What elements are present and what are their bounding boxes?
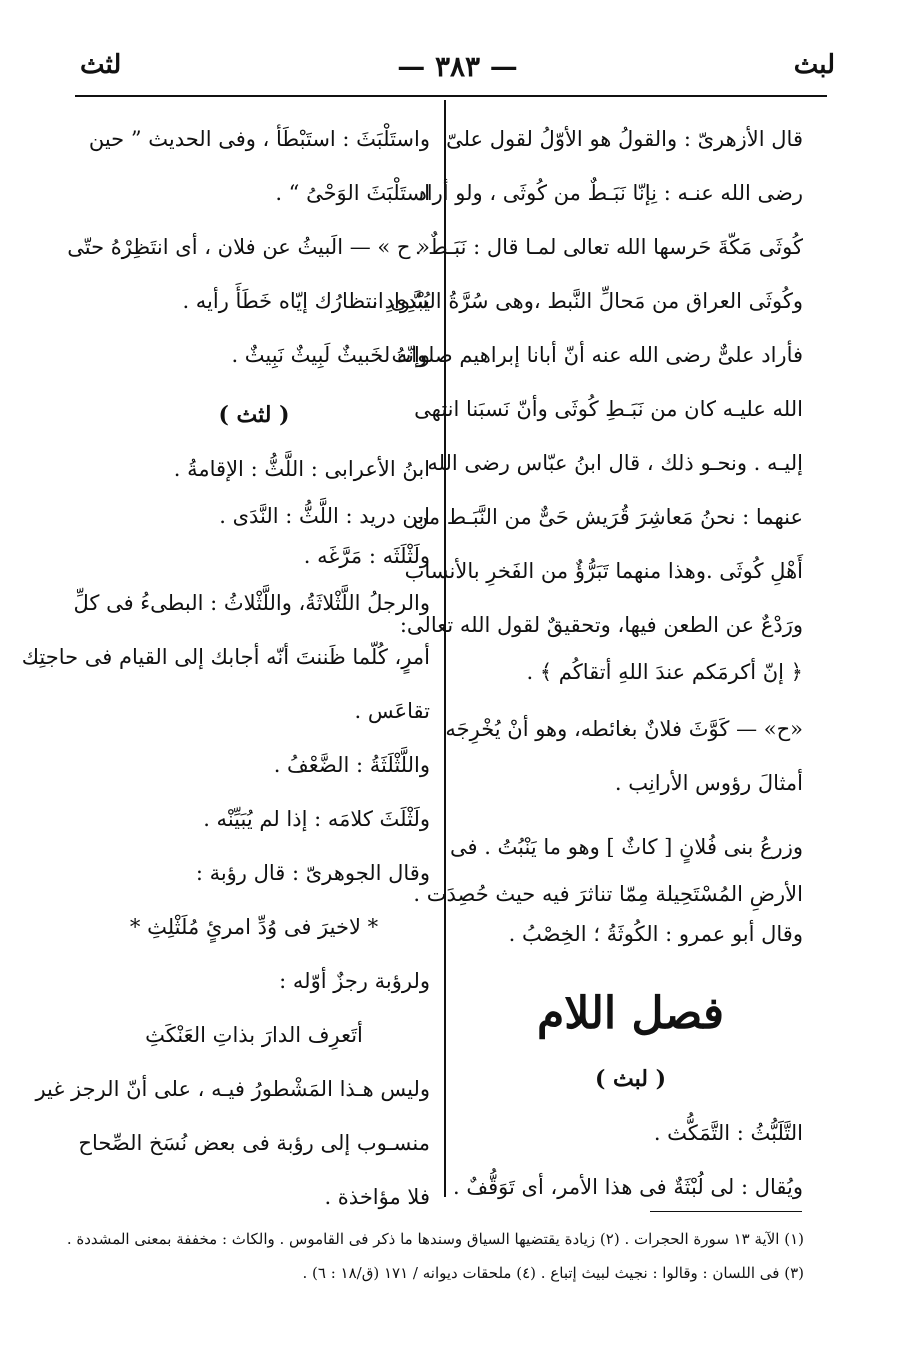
left-column (21, 112, 430, 1224)
text-line: الله عليـه كان من نَبَـطِ كُوثَى وأنّ نَسبَنا انتهى (414, 397, 803, 421)
header-root-word-right: لبث (793, 50, 835, 80)
footnotes (66, 1222, 804, 1290)
footnote-line: (٣) فى اللسان : وقالوا : نجيث لبيث إتباع . (٤) ملحقات ديوانه / ١٧١ (ق/١٨ : ٦) . (302, 1264, 804, 1282)
text-line: قال الأزهرىّ : والقولُ هو الأوّلُ لقول علىّ (446, 127, 803, 151)
text-line: وزرعُ بنى فُلانٍ [ كاثٌ ] وهو ما يَنْبُتُ . فى (449, 835, 803, 859)
entry-heading: ( لبث ) (594, 1066, 667, 1092)
text-line: عنهما : نحنُ مَعاشِرَ قُرَيش حَىٌّ من النَّبَـط من (412, 505, 803, 529)
text-line: منسـوب إلى رؤبة فى بعض نُسَخ الصِّحاح (78, 1131, 430, 1155)
text-line: وإنّه لخَبيثٌ لَبِيثٌ نَبِيثٌ . (231, 343, 430, 367)
text-line: وليس هـذا المَشْطورُ فيـه ، على أنّ الرجز غير (35, 1077, 430, 1101)
header-root-word-left: لثث (80, 50, 122, 80)
text-line: التَّلَبُّثُ : التَّمَكُّث . (653, 1121, 803, 1145)
text-line: والرجلُ اللَّثْلاثَةُ، واللَّثْلاثُ : البطىءُ فى كلِّ (73, 591, 430, 615)
text-line: رضى الله عنـه : نِإنّا نَبَـطٌ من كُوثَى ، ولو أراد (417, 181, 803, 205)
quran-verse: ﴿ إنّ أكرمَكم عندَ اللهِ أتقاكُم ﴾ . (526, 660, 803, 684)
text-line: فلا مؤاخذة . (324, 1185, 430, 1209)
text-line: إليـه . ونحـو ذلك ، قال ابنُ عبّاس رضى الله (427, 451, 803, 475)
text-line: وقال أبو عمرو : الكُوثَةُ ؛ الخِصْبُ . (508, 922, 803, 946)
text-line: كُوثَى مَكّةَ حَرسها الله تعالى لمـا قال : نَبَـطٌ . (414, 235, 803, 259)
text-line: ابنُ الأعرابى : اللَّثُّ : الإقامةُ . (173, 457, 430, 481)
text-line: أمرٍ، كُلّما ظَننتَ أنّه أجابك إلى القيام فى حاجتِك (21, 645, 430, 669)
text-line: أَهْلِ كُوثَى .وهذا منهما تَبَرُّؤٌ من الفَخرِ بالأنساب (404, 559, 803, 583)
text-line: ابن دريد : اللَّثُّ : النَّدَى . (219, 504, 430, 528)
text-line: ولرؤبة رجزٌ أوّله : (279, 969, 430, 993)
text-line: ولَثْلَثَه : مَرَّغَه . (303, 544, 430, 568)
text-line: «ح» — كَوَّثَ فلانٌ بغائطه، وهو أنْ يُخْرِجَه (445, 717, 803, 741)
footnote-rule (650, 1211, 802, 1212)
text-line: ويُقال : لى لُبْثَةٌ فى هذا الأمر، أى تَوَقُّفٌ . (453, 1175, 803, 1199)
footnote-line: (١) الآية ١٣ سورة الحجرات . (٢) زيادة يقتضيها السياق وسندها ما ذكر فى القاموس . والكاث : مخففة بمعنى المشددة . (66, 1230, 804, 1248)
text-line: الأرضِ المُسْتَحِيلة مِمّا تناثرَ فيه حيث حُصِدَت . (413, 882, 803, 906)
text-line: استَلْبَثَ الوَحْىُ “ . (275, 181, 430, 205)
entry-heading: ( لثث ) (218, 402, 290, 428)
text-line: أمثالَ رؤوس الأرانِب . (614, 771, 803, 795)
text-line: واللَّثْلَثَةُ : الضَّعْفُ . (273, 753, 430, 777)
page-number: — ٣٨٣ — (397, 50, 518, 83)
text-line: « ح » — الَبيثُ عن فلان ، أى انتَظِرْهُ حتّى (67, 235, 430, 259)
text-line: وقال الجوهرىّ : قال رؤبة : (195, 861, 430, 885)
poetry-line: أتَعرِف الدارَ بذاتِ العَنْكَثِ (145, 1023, 363, 1047)
header-rule (75, 95, 827, 97)
text-line: يُبْدِى انتظارُك إيّاه خَطَأَ رأيه . (182, 289, 430, 313)
poetry-line: * لاخيرَ فى وُدِّ امرئٍ مُلَثْلِثِ * (129, 915, 379, 939)
page-header (80, 50, 835, 90)
text-line: ولَثْلَثَ كلامَه : إذا لم يُبَيِّنْه . (203, 807, 430, 831)
section-title: فصل اللام (537, 988, 724, 1039)
text-line: فأراد علىٌّ رضى الله عنه أنّ أبانا إبراهيم صلواتُ (391, 343, 803, 367)
text-line: تقاعَس . (354, 699, 430, 723)
text-line: واستَلْبَثَ : استَبْطَأ ، وفى الحديث ” حين (88, 127, 430, 151)
text-line: وكُوثَى العراق من مَحالِّ النَّبط ،وهى سُرَّةُ السَّوادِ ، (371, 289, 803, 313)
text-line: ورَدْعٌ عن الطعن فيها، وتحقيقٌ لقول الله تعالى: (399, 613, 803, 637)
